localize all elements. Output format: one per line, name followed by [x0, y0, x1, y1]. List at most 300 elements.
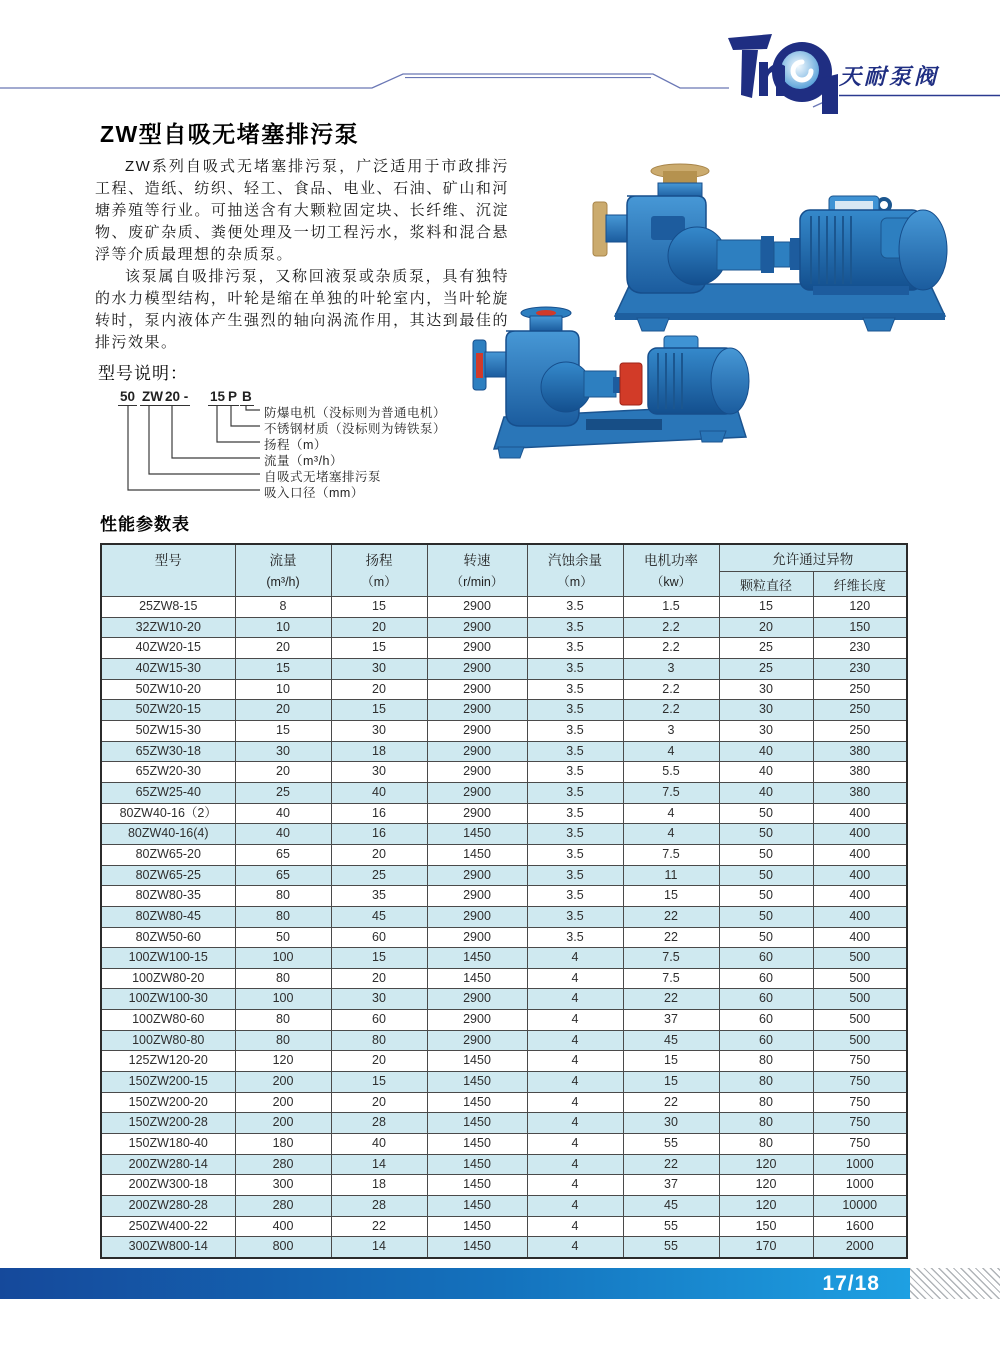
value-cell: 4: [527, 1196, 623, 1217]
value-cell: 30: [719, 720, 813, 741]
value-cell: 80: [719, 1072, 813, 1093]
value-cell: 80: [719, 1113, 813, 1134]
model-code-head: 15: [210, 389, 226, 404]
value-cell: 4: [527, 968, 623, 989]
value-cell: 45: [623, 1030, 719, 1051]
model-cell: 200ZW280-14: [101, 1154, 235, 1175]
model-cell: 150ZW200-20: [101, 1092, 235, 1113]
value-cell: 1450: [427, 1072, 527, 1093]
value-cell: 10: [235, 617, 331, 638]
value-cell: 1000: [813, 1175, 907, 1196]
model-cell: 125ZW120-20: [101, 1051, 235, 1072]
value-cell: 15: [623, 1051, 719, 1072]
value-cell: 2900: [427, 1030, 527, 1051]
model-cell: 100ZW80-20: [101, 968, 235, 989]
model-code-motor: B: [242, 389, 252, 404]
value-cell: 18: [331, 741, 427, 762]
col-header-fiber-length: 纤维长度: [813, 572, 907, 597]
value-cell: 1450: [427, 968, 527, 989]
value-cell: 3.5: [527, 844, 623, 865]
value-cell: 2900: [427, 700, 527, 721]
value-cell: 80: [235, 886, 331, 907]
page-number: 17/18: [822, 1272, 880, 1295]
value-cell: 500: [813, 1030, 907, 1051]
value-cell: 2000: [813, 1237, 907, 1258]
value-cell: 380: [813, 741, 907, 762]
value-cell: 2900: [427, 927, 527, 948]
value-cell: 22: [623, 906, 719, 927]
value-cell: 15: [235, 720, 331, 741]
value-cell: 45: [331, 906, 427, 927]
value-cell: 37: [623, 1175, 719, 1196]
value-cell: 250: [813, 700, 907, 721]
value-cell: 750: [813, 1134, 907, 1155]
value-cell: 45: [623, 1196, 719, 1217]
value-cell: 150: [719, 1216, 813, 1237]
value-cell: 80: [235, 906, 331, 927]
value-cell: 2.2: [623, 700, 719, 721]
value-cell: 230: [813, 638, 907, 659]
value-cell: 400: [813, 906, 907, 927]
value-cell: 60: [331, 927, 427, 948]
value-cell: 25: [331, 865, 427, 886]
value-cell: 37: [623, 1010, 719, 1031]
value-cell: 4: [527, 1010, 623, 1031]
value-cell: 15: [623, 886, 719, 907]
value-cell: 14: [331, 1154, 427, 1175]
table-row: [101, 597, 907, 618]
value-cell: 1450: [427, 1196, 527, 1217]
col-header-power: 电机功率 （kw）: [623, 544, 719, 597]
table-row: [101, 679, 907, 700]
value-cell: 3.5: [527, 782, 623, 803]
table-row: [101, 1051, 907, 1072]
value-cell: 400: [813, 865, 907, 886]
footer-bar: [0, 1268, 910, 1299]
value-cell: 20: [235, 638, 331, 659]
table-row: [101, 617, 907, 638]
value-cell: 50: [719, 824, 813, 845]
value-cell: 1450: [427, 1237, 527, 1258]
value-cell: 15: [331, 948, 427, 969]
table-row: [101, 906, 907, 927]
value-cell: 200: [235, 1072, 331, 1093]
value-cell: 50: [719, 906, 813, 927]
model-cell: 100ZW80-80: [101, 1030, 235, 1051]
value-cell: 5.5: [623, 762, 719, 783]
footer-hatch-pattern: [910, 1268, 1000, 1299]
value-cell: 3: [623, 658, 719, 679]
intro-paragraph: 该泵属自吸排污泵，又称回液泵或杂质泵，具有独特的水力模型结构，叶轮是缩在单独的叶轮室内，当叶轮旋转时，泵内液体产生强烈的轴向涡流作用，其达到最佳的排污效果。: [95, 268, 509, 351]
value-cell: 800: [235, 1237, 331, 1258]
value-cell: 150: [813, 617, 907, 638]
model-cell: 65ZW30-18: [101, 741, 235, 762]
value-cell: 30: [331, 658, 427, 679]
value-cell: 4: [527, 1051, 623, 1072]
value-cell: 30: [623, 1113, 719, 1134]
value-cell: 3.5: [527, 803, 623, 824]
value-cell: 30: [331, 989, 427, 1010]
table-row: [101, 1010, 907, 1031]
model-cell: 200ZW280-28: [101, 1196, 235, 1217]
table-row: [101, 658, 907, 679]
spec-table-header: [101, 544, 907, 597]
value-cell: 280: [235, 1196, 331, 1217]
value-cell: 7.5: [623, 782, 719, 803]
value-cell: 80: [331, 1030, 427, 1051]
legend-label: 吸入口径（mm）: [264, 486, 364, 500]
value-cell: 4: [527, 1175, 623, 1196]
model-cell: 40ZW20-15: [101, 638, 235, 659]
value-cell: 50: [719, 844, 813, 865]
value-cell: 2900: [427, 720, 527, 741]
value-cell: 20: [331, 617, 427, 638]
value-cell: 16: [331, 824, 427, 845]
value-cell: 1000: [813, 1154, 907, 1175]
value-cell: 15: [331, 597, 427, 618]
value-cell: 65: [235, 844, 331, 865]
table-row: [101, 1196, 907, 1217]
col-header-foreign-matter: 允许通过异物: [719, 544, 907, 572]
value-cell: 2900: [427, 906, 527, 927]
value-cell: 14: [331, 1237, 427, 1258]
value-cell: 500: [813, 968, 907, 989]
value-cell: 280: [235, 1154, 331, 1175]
model-cell: 50ZW20-15: [101, 700, 235, 721]
table-row: [101, 1237, 907, 1258]
value-cell: 100: [235, 989, 331, 1010]
value-cell: 4: [623, 803, 719, 824]
value-cell: 65: [235, 865, 331, 886]
value-cell: 20: [331, 679, 427, 700]
value-cell: 20: [331, 844, 427, 865]
value-cell: 200: [235, 1113, 331, 1134]
value-cell: 20: [719, 617, 813, 638]
value-cell: 4: [623, 741, 719, 762]
intro-paragraph: ZW系列自吸式无堵塞排污泵，广泛适用于市政排污工程、造纸、纺织、轻工、食品、电业、石油、矿山和河塘养殖等行业。可抽送含有大颗粒固定块、长纤维、沉淀物、废矿杂质、粪便处理及一切工程污水，浆料和混合悬浮等介质最理想的杂质泵。: [95, 158, 509, 263]
value-cell: 1450: [427, 1051, 527, 1072]
value-cell: 50: [719, 865, 813, 886]
value-cell: 100: [235, 948, 331, 969]
value-cell: 2900: [427, 679, 527, 700]
model-cell: 32ZW10-20: [101, 617, 235, 638]
model-cell: 300ZW800-14: [101, 1237, 235, 1258]
value-cell: 55: [623, 1134, 719, 1155]
value-cell: 1450: [427, 824, 527, 845]
table-row: [101, 1072, 907, 1093]
value-cell: 4: [623, 824, 719, 845]
value-cell: 50: [719, 886, 813, 907]
value-cell: 80: [719, 1051, 813, 1072]
value-cell: 28: [331, 1196, 427, 1217]
value-cell: 120: [813, 597, 907, 618]
model-cell: 65ZW20-30: [101, 762, 235, 783]
value-cell: 3: [623, 720, 719, 741]
legend-label: 流量（m³/h）: [264, 454, 344, 468]
value-cell: 3.5: [527, 700, 623, 721]
value-cell: 16: [331, 803, 427, 824]
table-row: [101, 782, 907, 803]
model-cell: 80ZW65-20: [101, 844, 235, 865]
value-cell: 1450: [427, 1134, 527, 1155]
table-row: [101, 741, 907, 762]
table-row: [101, 1092, 907, 1113]
value-cell: 22: [623, 1154, 719, 1175]
model-cell: 80ZW65-25: [101, 865, 235, 886]
brand-logo-text: 天耐泵阀: [839, 64, 940, 89]
value-cell: 8: [235, 597, 331, 618]
model-cell: 40ZW15-30: [101, 658, 235, 679]
value-cell: 60: [719, 989, 813, 1010]
value-cell: 120: [719, 1175, 813, 1196]
value-cell: 2900: [427, 638, 527, 659]
value-cell: 750: [813, 1072, 907, 1093]
model-cell: 250ZW400-22: [101, 1216, 235, 1237]
value-cell: 30: [719, 700, 813, 721]
value-cell: 3.5: [527, 597, 623, 618]
value-cell: 500: [813, 1010, 907, 1031]
table-row: [101, 989, 907, 1010]
value-cell: 15: [331, 1072, 427, 1093]
table-row: [101, 1030, 907, 1051]
value-cell: 2900: [427, 803, 527, 824]
value-cell: 380: [813, 782, 907, 803]
value-cell: 40: [235, 803, 331, 824]
value-cell: 25: [719, 658, 813, 679]
value-cell: 1450: [427, 1216, 527, 1237]
value-cell: 25: [235, 782, 331, 803]
model-cell: 100ZW80-60: [101, 1010, 235, 1031]
model-cell: 150ZW200-15: [101, 1072, 235, 1093]
table-row: [101, 968, 907, 989]
legend-label: 防爆电机（没标则为普通电机）: [264, 406, 447, 420]
table-row: [101, 803, 907, 824]
value-cell: 7.5: [623, 948, 719, 969]
value-cell: 15: [719, 597, 813, 618]
value-cell: 15: [623, 1072, 719, 1093]
value-cell: 2900: [427, 658, 527, 679]
model-legend-diagram: [100, 388, 530, 508]
col-header-speed: 转速 （r/min）: [427, 544, 527, 597]
value-cell: 1450: [427, 844, 527, 865]
spec-table-body: [101, 597, 907, 1259]
value-cell: 20: [331, 1092, 427, 1113]
value-cell: 15: [331, 700, 427, 721]
table-row: [101, 886, 907, 907]
value-cell: 2900: [427, 886, 527, 907]
value-cell: 60: [719, 1030, 813, 1051]
value-cell: 3.5: [527, 906, 623, 927]
col-header-npsh: 汽蚀余量 （m）: [527, 544, 623, 597]
model-cell: 25ZW8-15: [101, 597, 235, 618]
value-cell: 300: [235, 1175, 331, 1196]
value-cell: 1450: [427, 1154, 527, 1175]
value-cell: 40: [719, 782, 813, 803]
value-cell: 120: [235, 1051, 331, 1072]
model-cell: 100ZW100-30: [101, 989, 235, 1010]
value-cell: 1450: [427, 1113, 527, 1134]
page-title: ZW型自吸无堵塞排污泵: [100, 121, 360, 147]
value-cell: 22: [623, 927, 719, 948]
value-cell: 10: [235, 679, 331, 700]
value-cell: 10000: [813, 1196, 907, 1217]
value-cell: 60: [719, 968, 813, 989]
value-cell: 1450: [427, 1092, 527, 1113]
value-cell: 4: [527, 1216, 623, 1237]
value-cell: 1450: [427, 948, 527, 969]
value-cell: 2900: [427, 762, 527, 783]
table-row: [101, 638, 907, 659]
value-cell: 11: [623, 865, 719, 886]
model-code-suction: 50: [120, 389, 136, 404]
value-cell: 500: [813, 989, 907, 1010]
value-cell: 250: [813, 679, 907, 700]
model-cell: 80ZW50-60: [101, 927, 235, 948]
model-cell: 50ZW10-20: [101, 679, 235, 700]
value-cell: 25: [719, 638, 813, 659]
table-row: [101, 700, 907, 721]
value-cell: 20: [331, 1051, 427, 1072]
value-cell: 3.5: [527, 927, 623, 948]
value-cell: 40: [331, 782, 427, 803]
value-cell: 60: [331, 1010, 427, 1031]
value-cell: 22: [623, 989, 719, 1010]
value-cell: 3.5: [527, 679, 623, 700]
value-cell: 55: [623, 1216, 719, 1237]
table-row: [101, 927, 907, 948]
col-header-particle-diameter: 颗粒直径: [719, 572, 813, 597]
value-cell: 4: [527, 1072, 623, 1093]
model-cell: 50ZW15-30: [101, 720, 235, 741]
value-cell: 3.5: [527, 658, 623, 679]
model-cell: 100ZW100-15: [101, 948, 235, 969]
value-cell: 1450: [427, 1175, 527, 1196]
value-cell: 80: [235, 1010, 331, 1031]
value-cell: 2900: [427, 741, 527, 762]
col-header-flow: 流量 (m³/h): [235, 544, 331, 597]
legend-label: 扬程（m）: [264, 438, 327, 452]
value-cell: 2.2: [623, 617, 719, 638]
value-cell: 2.2: [623, 679, 719, 700]
model-cell: 65ZW25-40: [101, 782, 235, 803]
table-row: [101, 948, 907, 969]
value-cell: 35: [331, 886, 427, 907]
table-row: [101, 1175, 907, 1196]
model-cell: 150ZW200-28: [101, 1113, 235, 1134]
model-code-flow: 20 -: [165, 389, 189, 404]
value-cell: 80: [235, 1030, 331, 1051]
value-cell: 7.5: [623, 968, 719, 989]
value-cell: 80: [719, 1134, 813, 1155]
value-cell: 3.5: [527, 886, 623, 907]
value-cell: 4: [527, 1113, 623, 1134]
value-cell: 2900: [427, 865, 527, 886]
value-cell: 22: [331, 1216, 427, 1237]
value-cell: 3.5: [527, 865, 623, 886]
model-cell: 80ZW40-16(4): [101, 824, 235, 845]
value-cell: 2900: [427, 597, 527, 618]
value-cell: 400: [235, 1216, 331, 1237]
value-cell: 50: [719, 803, 813, 824]
value-cell: 60: [719, 1010, 813, 1031]
value-cell: 400: [813, 886, 907, 907]
brand-logo-icon: [728, 34, 838, 114]
value-cell: 15: [331, 638, 427, 659]
table-row: [101, 844, 907, 865]
value-cell: 3.5: [527, 762, 623, 783]
value-cell: 80: [235, 968, 331, 989]
value-cell: 400: [813, 803, 907, 824]
model-legend-heading: 型号说明：: [98, 364, 188, 383]
value-cell: 750: [813, 1092, 907, 1113]
value-cell: 40: [719, 762, 813, 783]
value-cell: 15: [235, 658, 331, 679]
model-cell: 80ZW40-16（2）: [101, 803, 235, 824]
value-cell: 30: [719, 679, 813, 700]
value-cell: 80: [719, 1092, 813, 1113]
value-cell: 500: [813, 948, 907, 969]
value-cell: 250: [813, 720, 907, 741]
model-code-series: ZW: [142, 389, 163, 404]
table-row: [101, 762, 907, 783]
value-cell: 1600: [813, 1216, 907, 1237]
value-cell: 3.5: [527, 824, 623, 845]
value-cell: 3.5: [527, 617, 623, 638]
value-cell: 2900: [427, 782, 527, 803]
legend-label: 不锈钢材质（没标则为铸铁泵）: [264, 422, 447, 436]
value-cell: 2900: [427, 989, 527, 1010]
value-cell: 20: [235, 762, 331, 783]
value-cell: 2900: [427, 1010, 527, 1031]
intro-text: [95, 156, 509, 354]
value-cell: 230: [813, 658, 907, 679]
value-cell: 30: [331, 720, 427, 741]
value-cell: 3.5: [527, 720, 623, 741]
value-cell: 20: [331, 968, 427, 989]
value-cell: 3.5: [527, 638, 623, 659]
value-cell: 4: [527, 1134, 623, 1155]
value-cell: 400: [813, 927, 907, 948]
value-cell: 30: [331, 762, 427, 783]
value-cell: 1.5: [623, 597, 719, 618]
value-cell: 120: [719, 1196, 813, 1217]
value-cell: 4: [527, 989, 623, 1010]
value-cell: 120: [719, 1154, 813, 1175]
model-cell: 200ZW300-18: [101, 1175, 235, 1196]
value-cell: 750: [813, 1113, 907, 1134]
value-cell: 40: [235, 824, 331, 845]
value-cell: 4: [527, 1092, 623, 1113]
value-cell: 40: [719, 741, 813, 762]
value-cell: 400: [813, 824, 907, 845]
value-cell: 2900: [427, 617, 527, 638]
value-cell: 4: [527, 1030, 623, 1051]
model-code-material: P: [228, 389, 238, 404]
value-cell: 3.5: [527, 741, 623, 762]
value-cell: 20: [235, 700, 331, 721]
value-cell: 50: [235, 927, 331, 948]
table-row: [101, 720, 907, 741]
table-row: [101, 1113, 907, 1134]
value-cell: 380: [813, 762, 907, 783]
value-cell: 28: [331, 1113, 427, 1134]
spec-table-heading: 性能参数表: [100, 515, 190, 534]
value-cell: 200: [235, 1092, 331, 1113]
table-row: [101, 1154, 907, 1175]
value-cell: 7.5: [623, 844, 719, 865]
model-cell: 150ZW180-40: [101, 1134, 235, 1155]
model-cell: 80ZW80-35: [101, 886, 235, 907]
